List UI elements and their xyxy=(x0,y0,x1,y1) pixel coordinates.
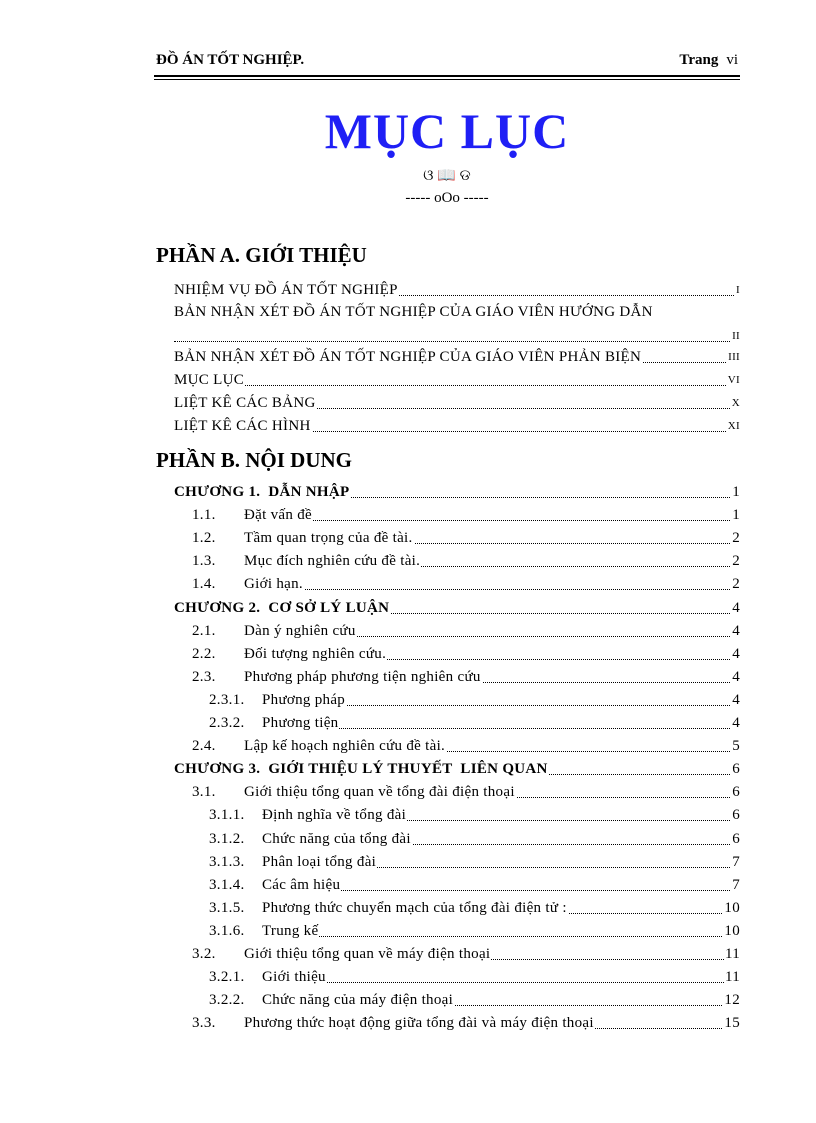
toc-entry xyxy=(209,898,740,918)
toc-entry-page: 6 xyxy=(732,831,740,847)
toc-entry-text: Giới thiệu xyxy=(262,969,326,985)
toc-entry-title xyxy=(174,761,549,777)
toc-entry-number: 3.1.6. xyxy=(209,923,245,939)
toc-entry-text: Phân loại tổng đài xyxy=(262,854,377,870)
toc-entry xyxy=(174,393,740,413)
toc-entry xyxy=(209,690,740,710)
toc-entry-page: 10 xyxy=(724,900,740,916)
toc-entry xyxy=(174,347,740,367)
toc-entry-title xyxy=(174,484,350,500)
toc-entry-title xyxy=(192,738,446,754)
toc-entry-page: 5 xyxy=(732,738,740,754)
toc-entry-number: 2.1. xyxy=(192,623,216,639)
toc-entry xyxy=(192,736,740,756)
toc-entry-text: Dàn ý nghiên cứu xyxy=(244,623,356,639)
toc-entry-number: 1.3. xyxy=(192,553,216,569)
toc-entry-text: Phương pháp xyxy=(262,692,346,708)
toc-entry-title xyxy=(192,530,414,546)
toc-entry-page: 4 xyxy=(732,646,740,662)
toc-entry xyxy=(209,967,740,987)
toc-entry-page: 11 xyxy=(724,946,740,962)
toc-entry-page: 4 xyxy=(732,715,740,731)
toc-entry-text: Các âm hiệu xyxy=(262,877,341,893)
toc-entry-text: Phương thức hoạt động giữa tổng đài và máy điện thoại xyxy=(244,1015,594,1031)
toc-entry-title xyxy=(209,831,412,847)
toc-entry-title xyxy=(192,669,482,685)
page-header xyxy=(154,52,740,72)
toc-entry-text: Đối tượng nghiên cứu. xyxy=(244,646,387,662)
toc-chapter xyxy=(174,759,740,779)
toc-entry-page: 4 xyxy=(732,669,740,685)
toc-entry-number: CHƯƠNG 3. xyxy=(174,761,261,777)
toc-entry xyxy=(192,782,740,802)
toc-entry-text: Tầm quan trọng của đề tài. xyxy=(244,530,413,546)
toc-entry-text: Định nghĩa về tổng đài xyxy=(262,807,407,823)
toc-entry-page: 2 xyxy=(732,576,740,592)
toc-entry-text: Giới thiệu tổng quan về máy điện thoại xyxy=(244,946,491,962)
toc-entry-number: 1.2. xyxy=(192,530,216,546)
toc-entry-number: 3.1.1. xyxy=(209,807,245,823)
toc-entry-title xyxy=(174,600,390,616)
toc-entry-number: 3.2. xyxy=(192,946,216,962)
toc-entry-number: CHƯƠNG 1. xyxy=(174,484,261,500)
toc-entry-number: 3.2.2. xyxy=(209,992,245,1008)
toc-entry-page: XI xyxy=(727,416,740,436)
toc-entry xyxy=(209,875,740,895)
part-b-heading: PHẦN B. NỘI DUNG xyxy=(156,448,353,472)
toc-entry-page: 1 xyxy=(732,484,740,500)
toc-entry-text: Trung kế xyxy=(262,923,319,939)
toc-entry xyxy=(209,805,740,825)
toc-entry-title xyxy=(192,784,516,800)
toc-entry-text: Phương thức chuyển mạch của tổng đài điện tử : xyxy=(262,900,567,916)
toc-entry-page: 1 xyxy=(732,507,740,523)
toc-entry-page: II xyxy=(731,326,740,346)
toc-entry-title xyxy=(209,992,454,1008)
toc-entry-title xyxy=(209,854,377,870)
toc-entry-title xyxy=(209,715,339,731)
toc-entry-number: 2.2. xyxy=(192,646,216,662)
toc-entry-title: MỤC LỤC xyxy=(174,372,245,388)
toc-entry-title xyxy=(209,969,327,985)
toc-entry-title: LIỆT KÊ CÁC HÌNH xyxy=(174,418,311,434)
toc-entry-text: CƠ SỞ LÝ LUẬN xyxy=(268,600,390,616)
toc-entry xyxy=(192,505,740,525)
toc-entry-text: Chức năng của máy điện thoại xyxy=(262,992,454,1008)
toc-entry xyxy=(174,370,740,390)
toc-entry-title xyxy=(192,646,387,662)
header-rule-thick xyxy=(154,75,740,77)
toc-entry xyxy=(192,667,740,687)
header-rule-thin xyxy=(154,79,740,80)
toc-entry-number: 3.1.4. xyxy=(209,877,245,893)
toc-entry xyxy=(192,574,740,594)
toc-entry-title xyxy=(209,692,346,708)
toc-entry-number: 1.4. xyxy=(192,576,216,592)
toc-entry xyxy=(192,551,740,571)
toc-entry-page: I xyxy=(735,280,740,300)
toc-entry-page: 6 xyxy=(732,807,740,823)
dot-leader xyxy=(174,385,740,386)
toc-entry-title xyxy=(209,807,407,823)
toc-entry-page: 10 xyxy=(724,923,740,939)
toc-entry-title xyxy=(192,507,313,523)
toc-entry-page: 4 xyxy=(732,623,740,639)
toc-entry-title: BẢN NHẬN XÉT ĐỒ ÁN TỐT NGHIỆP CỦA GIÁO VIÊN PHẢN BIỆN xyxy=(174,349,642,365)
toc-entry-title xyxy=(192,553,421,569)
toc-entry-text: Phương tiện xyxy=(262,715,339,731)
toc-entry-page: 15 xyxy=(724,1015,740,1031)
toc-entry-title xyxy=(192,1015,595,1031)
toc-entry-number: 2.3.2. xyxy=(209,715,245,731)
toc-entry-page: 2 xyxy=(732,530,740,546)
toc-entry-title: NHIỆM VỤ ĐỒ ÁN TỐT NGHIỆP xyxy=(174,282,398,298)
toc-entry-page: 4 xyxy=(732,692,740,708)
toc-entry-page: 7 xyxy=(732,877,740,893)
toc-entry-title xyxy=(192,623,357,639)
page-title: MỤC LỤC xyxy=(324,103,570,159)
toc-entry-title xyxy=(192,946,491,962)
toc-entry-page: 4 xyxy=(732,600,740,616)
toc-entry xyxy=(209,990,740,1010)
dot-leader xyxy=(174,341,740,342)
toc-entry xyxy=(192,1013,740,1033)
toc-entry xyxy=(209,829,740,849)
toc-entry xyxy=(209,852,740,872)
toc-entry-number: 2.3. xyxy=(192,669,216,685)
toc-entry-number: 3.2.1. xyxy=(209,969,245,985)
toc-entry-title xyxy=(209,900,568,916)
toc-entry-title xyxy=(192,576,304,592)
toc-entry xyxy=(192,528,740,548)
toc-entry-page: 6 xyxy=(732,761,740,777)
toc-entry xyxy=(209,921,740,941)
toc-entry-number: 2.3.1. xyxy=(209,692,245,708)
toc-entry-text: Chức năng của tổng đài xyxy=(262,831,411,847)
toc-chapter xyxy=(174,482,740,502)
toc-entry-text: Đặt vấn đề xyxy=(244,507,312,523)
toc-entry-page: 11 xyxy=(724,969,740,985)
header-title: ĐỒ ÁN TỐT NGHIỆP. xyxy=(156,52,305,68)
book-ornament-icon: ଓ 📖 ଡ xyxy=(423,168,471,184)
toc-entry xyxy=(192,621,740,641)
toc-chapter xyxy=(174,598,740,618)
toc-entry-title xyxy=(209,877,341,893)
toc-entry xyxy=(192,644,740,664)
toc-entry xyxy=(174,326,740,346)
toc-entry-page: VI xyxy=(727,370,740,390)
toc-entry-title xyxy=(209,923,319,939)
toc-entry-text: Giới hạn. xyxy=(244,576,303,592)
toc-entry xyxy=(174,280,740,300)
separator: ----- oOo ----- xyxy=(405,190,489,206)
header-page-number: vi xyxy=(726,52,738,68)
toc-entry-page: 12 xyxy=(724,992,740,1008)
header-page-indicator xyxy=(679,52,738,69)
toc-entry-text: Lập kế hoạch nghiên cứu đề tài. xyxy=(244,738,446,754)
toc-entry-text: Phương pháp phương tiện nghiên cứu xyxy=(244,669,481,685)
toc-entry-page: 2 xyxy=(732,553,740,569)
toc-entry-number: 1.1. xyxy=(192,507,216,523)
toc-entry-number: 3.1.2. xyxy=(209,831,245,847)
header-page-label: Trang xyxy=(679,52,719,68)
toc-entry-page: X xyxy=(731,393,740,413)
toc-entry-number: 3.3. xyxy=(192,1015,216,1031)
part-a-heading: PHẦN A. GIỚI THIỆU xyxy=(156,243,367,267)
toc-entry-number: 3.1.3. xyxy=(209,854,245,870)
toc-entry-text: Mục đích nghiên cứu đề tài. xyxy=(244,553,421,569)
toc-entry-number: 3.1.5. xyxy=(209,900,245,916)
toc-entry-text: GIỚI THIỆU LÝ THUYẾT LIÊN QUAN xyxy=(268,761,548,777)
toc-entry-title: LIỆT KÊ CÁC BẢNG xyxy=(174,395,316,411)
toc-entry xyxy=(192,944,740,964)
toc-entry xyxy=(209,713,740,733)
toc-entry-number: 3.1. xyxy=(192,784,216,800)
toc-entry-text: DẪN NHẬP xyxy=(268,484,350,500)
toc-entry-page: 6 xyxy=(732,784,740,800)
toc-entry-number: CHƯƠNG 2. xyxy=(174,600,261,616)
toc-entry xyxy=(174,302,740,322)
toc-entry-number: 2.4. xyxy=(192,738,216,754)
toc-entry-page: III xyxy=(727,347,740,367)
toc-entry-page: 7 xyxy=(732,854,740,870)
toc-entry-title: BẢN NHẬN XÉT ĐỒ ÁN TỐT NGHIỆP CỦA GIÁO VIÊN HƯỚNG DẪN xyxy=(174,304,653,320)
toc-entry xyxy=(174,416,740,436)
toc-entry-text: Giới thiệu tổng quan về tổng đài điện thoại xyxy=(244,784,515,800)
